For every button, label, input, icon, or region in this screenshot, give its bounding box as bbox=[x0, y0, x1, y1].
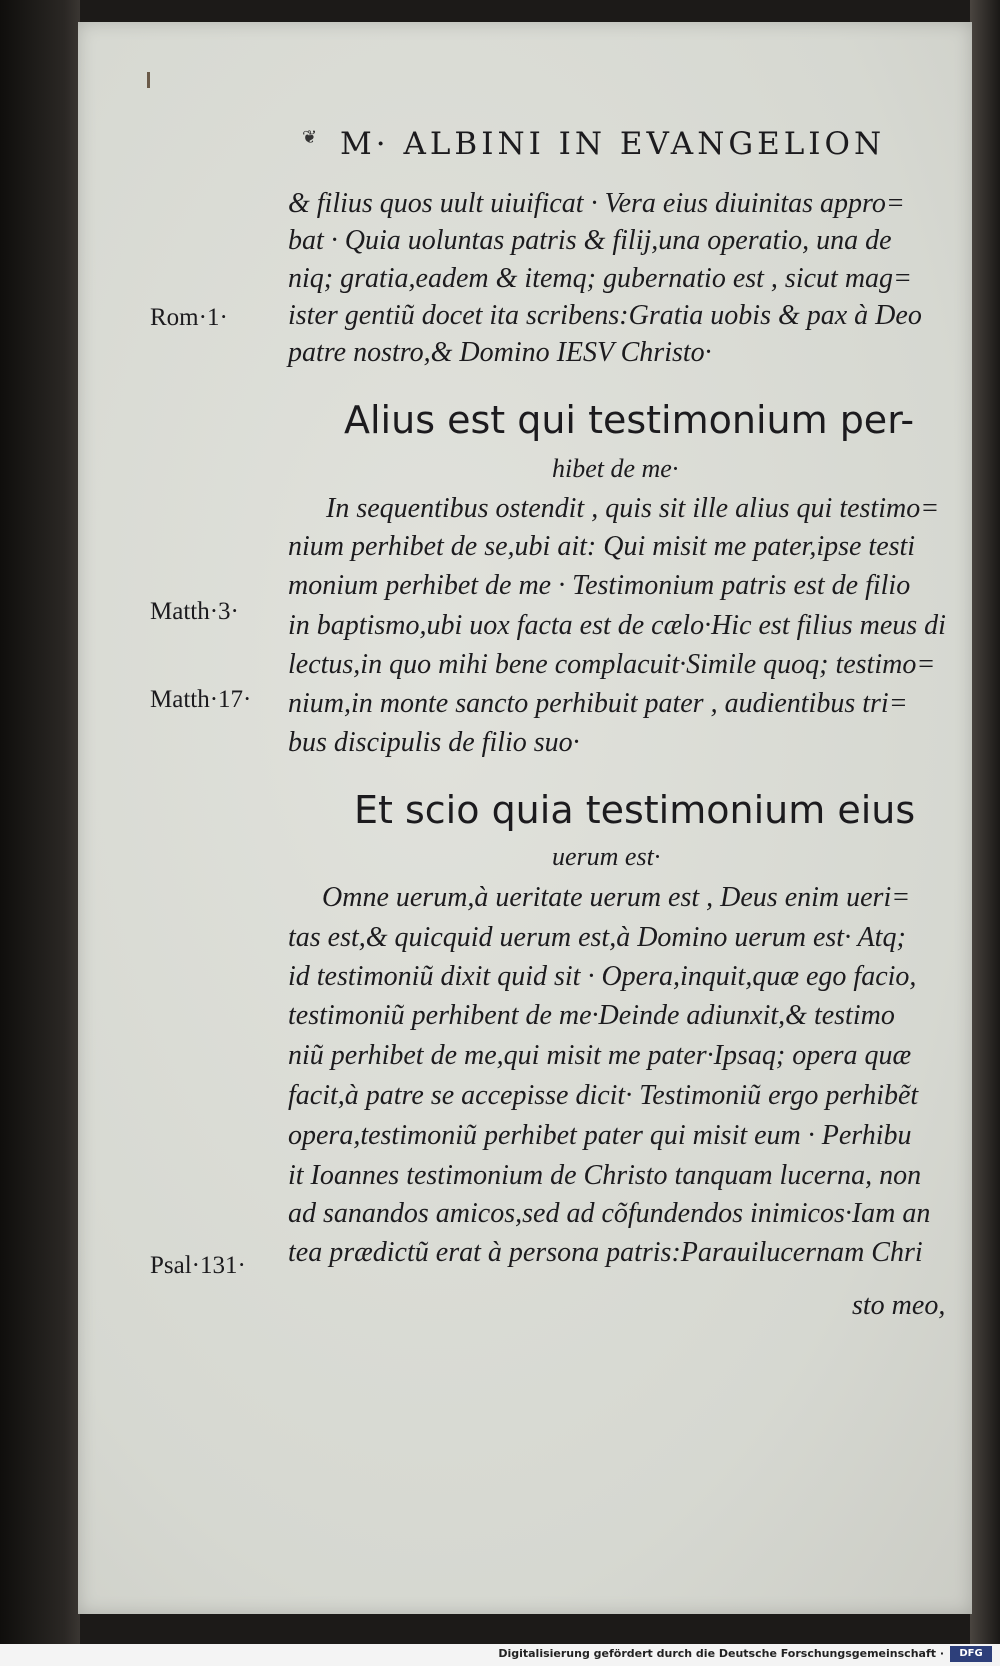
text-line: id testimoniũ dixit quid sit · Opera,inquit,quæ ego facio, bbox=[288, 961, 917, 992]
marginal-reference: Matth·3· bbox=[150, 598, 239, 625]
text-line: niũ perhibet de me,qui misit me pater·Ipsaq; opera quæ bbox=[288, 1040, 912, 1071]
lemma-heading: Alius est qui testimonium per- bbox=[344, 398, 915, 442]
book-spine-right bbox=[970, 0, 1000, 1666]
marginal-reference: Matth·17· bbox=[150, 686, 252, 713]
text-line: in baptismo,ubi uox facta est de cælo·Hic est filius meus di bbox=[288, 610, 946, 641]
text-line: In sequentibus ostendit , quis sit ille alius qui testimo= bbox=[326, 493, 940, 524]
digitization-credit: Digitalisierung gefördert durch die Deutsche Forschungsgemeinschaft · bbox=[498, 1647, 944, 1660]
lemma-heading-continuation: uerum est· bbox=[552, 842, 661, 871]
text-line: & filius quos uult uiuificat · Vera eius diuinitas appro= bbox=[288, 188, 905, 219]
text-line: nium,in monte sancto perhibuit pater , audientibus tri= bbox=[288, 688, 908, 719]
text-line: lectus,in quo mihi bene complacuit·Simile quoq; testimo= bbox=[288, 649, 936, 680]
text-line: testimoniũ perhibent de me·Deinde adiunxit,& testimo bbox=[288, 1000, 895, 1031]
text-line: tea prædictũ erat à persona patris:Parauilucernam Chri bbox=[288, 1237, 923, 1268]
page-mark bbox=[147, 72, 150, 88]
text-line: facit,à patre se accepisse dicit· Testimoniũ ergo perhibẽt bbox=[288, 1080, 919, 1111]
dfg-logo: DFG bbox=[950, 1646, 992, 1662]
text-line: bat · Quia uoluntas patris & filij,una operatio, una de bbox=[288, 225, 892, 256]
lemma-heading-continuation: hibet de me· bbox=[552, 454, 679, 483]
lemma-heading: Et scio quia testimonium eius bbox=[354, 788, 916, 832]
book-spine-left bbox=[0, 0, 80, 1666]
header-ornament-icon: ❦ bbox=[302, 127, 318, 148]
text-line: monium perhibet de me · Testimonium patris est de filio bbox=[288, 570, 911, 601]
text-line: bus discipulis de filio suo· bbox=[288, 727, 580, 758]
text-line: it Ioannes testimonium de Christo tanquam lucerna, non bbox=[288, 1160, 922, 1191]
text-line: patre nostro,& Domino IESV Christo· bbox=[288, 337, 712, 368]
running-head: M· ALBINI IN EVANGELION bbox=[340, 126, 886, 162]
text-line: ad sanandos amicos,sed ad cõfundendos inimicos·Iam an bbox=[288, 1198, 931, 1229]
marginal-reference: Rom·1· bbox=[150, 304, 228, 331]
marginal-reference: Psal·131· bbox=[150, 1252, 246, 1279]
text-line: niq; gratia,eadem & itemq; gubernatio est , sicut mag= bbox=[288, 263, 912, 294]
catchword: sto meo, bbox=[852, 1290, 946, 1321]
text-line: nium perhibet de se,ubi ait: Qui misit me pater,ipse testi bbox=[288, 531, 916, 562]
text-line: tas est,& quicquid uerum est,à Domino uerum est· Atq; bbox=[288, 922, 906, 953]
text-line: Omne uerum,à ueritate uerum est , Deus enim ueri= bbox=[322, 882, 911, 913]
text-line: ister gentiũ docet ita scribens:Gratia uobis & pax à Deo bbox=[288, 300, 922, 331]
text-line: opera,testimoniũ perhibet pater qui misit eum · Perhibu bbox=[288, 1120, 912, 1151]
